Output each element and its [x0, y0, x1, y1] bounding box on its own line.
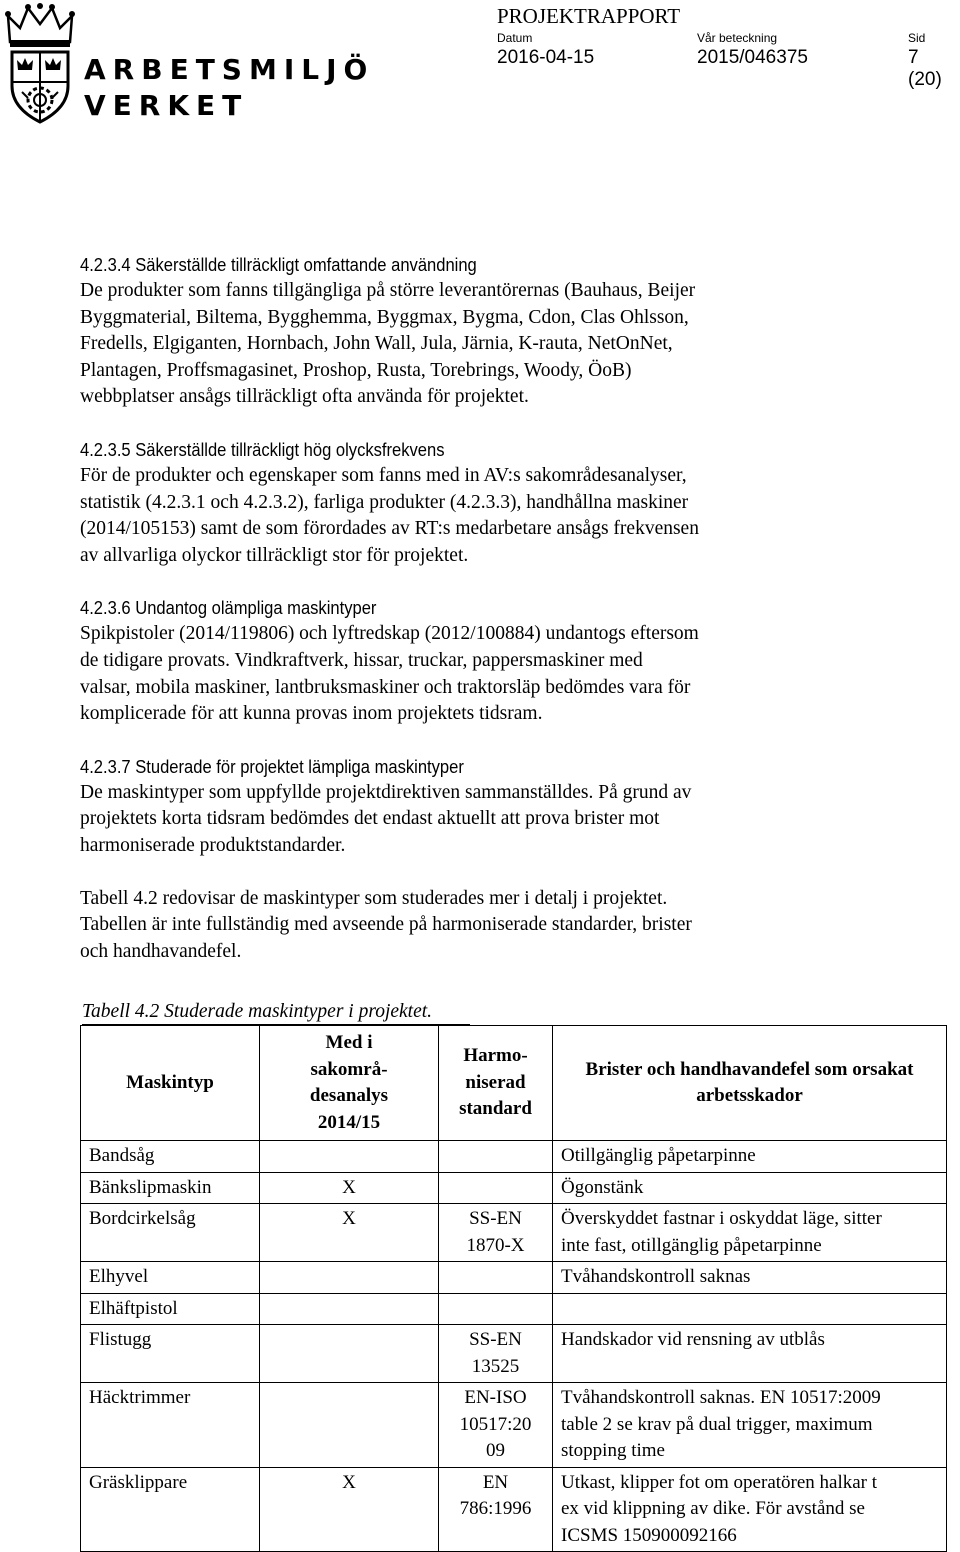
page-label: Sid — [908, 31, 926, 45]
section-text-line: De produkter som fanns tillgängliga på större leverantörernas (Bauhaus, Beijer — [80, 280, 696, 301]
table-row — [81, 1141, 947, 1173]
cell-defects: Handskador vid rensning av utblås — [553, 1325, 947, 1383]
cell-in-analysis — [260, 1262, 439, 1294]
cell-machine-type: Bänkslipmaskin — [81, 1172, 260, 1204]
cell-standard: SS-EN 1870-X — [439, 1204, 553, 1262]
cell-machine-type: Bordcirkelsåg — [81, 1204, 260, 1262]
section-4-2-3-5 — [80, 437, 940, 569]
date-value: 2016-04-15 — [497, 47, 595, 68]
cell-defects: Överskyddet fastnar i oskyddat läge, sitter inte fast, otillgänglig påpetarpinne — [553, 1204, 947, 1262]
table-row — [81, 1293, 947, 1325]
agency-logo — [0, 0, 375, 130]
section-text-line: Spikpistoler (2014/119806) och lyftredskap (2012/100884) undantogs eftersom — [80, 623, 699, 645]
cell-in-analysis — [260, 1293, 439, 1325]
intro-text-line: Tabell 4.2 redovisar de maskintyper som studerades mer i detalj i projektet. — [80, 887, 668, 909]
table-row — [81, 1383, 947, 1468]
section-text-line: Plantagen, Proffsmagasinet, Proshop, Rusta, Torebrings, Woody, ÖoB) — [80, 359, 632, 381]
section-text-line: valsar, mobila maskiner, lantbruksmaskiner och traktorsläp bedömdes vara för — [80, 676, 691, 698]
cell-defects: Utkast, klipper fot om operatören halkar t ex vid klippning av dike. För avstånd se ICSMS 150900092166 — [553, 1467, 947, 1552]
section-text-line: projektets korta tidsram bedömdes det endast aktuellt att prova brister mot — [80, 808, 660, 830]
cell-standard: EN 786:1996 — [439, 1467, 553, 1552]
section-text-line: Byggmaterial, Biltema, Bygghemma, Byggmax, Bygma, Cdon, Clas Ohlsson, — [80, 306, 689, 328]
section-heading: 4.2.3.7 Studerade för projektet lämpliga maskintyper — [80, 756, 464, 777]
wordmark-line-1: ARBETSMILJÖ — [84, 53, 375, 86]
cell-in-analysis — [260, 1383, 439, 1468]
cell-standard — [439, 1141, 553, 1173]
table-row — [81, 1262, 947, 1294]
cell-in-analysis — [260, 1325, 439, 1383]
reference-value: 2015/046375 — [697, 47, 808, 68]
cell-machine-type: Flistugg — [81, 1325, 260, 1383]
cell-standard — [439, 1172, 553, 1204]
section-heading: 4.2.3.4 Säkerställde tillräckligt omfattande användning — [80, 255, 477, 275]
cell-defects: Tvåhandskontroll saknas. EN 10517:2009 table 2 se krav på dual trigger, maximum stopping time — [553, 1383, 947, 1468]
cell-defects — [553, 1293, 947, 1325]
header-defects: Brister och handhavandefel som orsakat arbetsskador — [553, 1026, 947, 1141]
header-harmonised-standard: Harmo- niserad standard — [439, 1026, 553, 1141]
cell-machine-type: Elhyvel — [81, 1262, 260, 1294]
machine-types-table — [80, 1025, 947, 1552]
cell-machine-type: Bandsåg — [81, 1141, 260, 1173]
swedish-crown-crest-icon — [2, 2, 78, 126]
cell-machine-type: Gräsklippare — [81, 1467, 260, 1552]
document-body — [80, 252, 940, 965]
cell-in-analysis — [260, 1141, 439, 1173]
meta-labels — [497, 31, 957, 45]
header-machine-type: Maskintyp — [81, 1026, 260, 1141]
table-row — [81, 1204, 947, 1262]
section-text-line: statistik (4.2.3.1 och 4.2.3.2), farliga produkter (4.2.3.3), handhållna maskiner — [80, 491, 689, 513]
report-type: PROJEKTRAPPORT — [497, 4, 681, 28]
section-text-line: webbplatser ansågs tillräckligt ofta använda för projektet. — [80, 386, 529, 408]
table-row — [81, 1172, 947, 1204]
section-text-line: De maskintyper som uppfyllde projektdirektiven sammanställdes. På grund av — [80, 781, 692, 803]
agency-wordmark — [84, 52, 374, 124]
cell-defects: Tvåhandskontroll saknas — [553, 1262, 947, 1294]
section-heading: 4.2.3.6 Undantog olämpliga maskintyper — [80, 598, 377, 619]
table-row — [81, 1325, 947, 1383]
cell-in-analysis: X — [260, 1467, 439, 1552]
section-4-2-3-6 — [80, 595, 940, 727]
section-heading: 4.2.3.5 Säkerställde tillräckligt hög olycksfrekvens — [80, 439, 445, 460]
section-4-2-3-7 — [80, 754, 940, 860]
cell-in-analysis: X — [260, 1172, 439, 1204]
cell-machine-type: Häcktrimmer — [81, 1383, 260, 1468]
section-text-line: av allvarliga olyckor tillräckligt stor för projektet. — [80, 544, 469, 566]
page-value: 7 (20) — [908, 47, 942, 90]
table-intro-paragraph — [80, 886, 940, 966]
document-header — [497, 4, 957, 90]
cell-standard — [439, 1262, 553, 1294]
section-4-2-3-4 — [80, 252, 940, 411]
section-text-line: För de produkter och egenskaper som fanns med in AV:s sakområdesanalyser, — [80, 464, 687, 486]
section-text-line: harmoniserade produktstandarder. — [80, 834, 346, 856]
section-text-line: (2014/105153) samt de som förordades av RT:s medarbetare ansågs frekvensen — [80, 518, 699, 540]
cell-defects: Ögonstänk — [553, 1172, 947, 1204]
table-caption: Tabell 4.2 Studerade maskintyper i projektet. — [82, 1001, 433, 1022]
date-label: Datum — [497, 31, 533, 45]
section-text-line: de tidigare provats. Vindkraftverk, hissar, truckar, pappersmaskiner med — [80, 649, 643, 671]
meta-values — [497, 47, 957, 90]
wordmark-line-2: VERKET — [84, 89, 249, 122]
intro-text-line: Tabellen är inte fullständig med avseende på harmoniserade standarder, brister — [80, 914, 692, 936]
section-text-line: komplicerade för att kunna provas inom projektets tidsram. — [80, 703, 543, 725]
table-row — [81, 1467, 947, 1552]
cell-machine-type: Elhäftpistol — [81, 1293, 260, 1325]
header-in-analysis: Med i sakområ- desanalys 2014/15 — [260, 1026, 439, 1141]
intro-text-line: och handhavandefel. — [80, 940, 242, 962]
table-header-row — [81, 1026, 947, 1141]
cell-in-analysis: X — [260, 1204, 439, 1262]
cell-standard: EN-ISO 10517:20 09 — [439, 1383, 553, 1468]
cell-defects: Otillgänglig påpetarpinne — [553, 1141, 947, 1173]
cell-standard — [439, 1293, 553, 1325]
cell-standard: SS-EN 13525 — [439, 1325, 553, 1383]
reference-label: Vår beteckning — [697, 31, 778, 45]
section-text-line: Fredells, Elgiganten, Hornbach, John Wall, Jula, Järnia, K-rauta, NetOnNet, — [80, 333, 673, 355]
